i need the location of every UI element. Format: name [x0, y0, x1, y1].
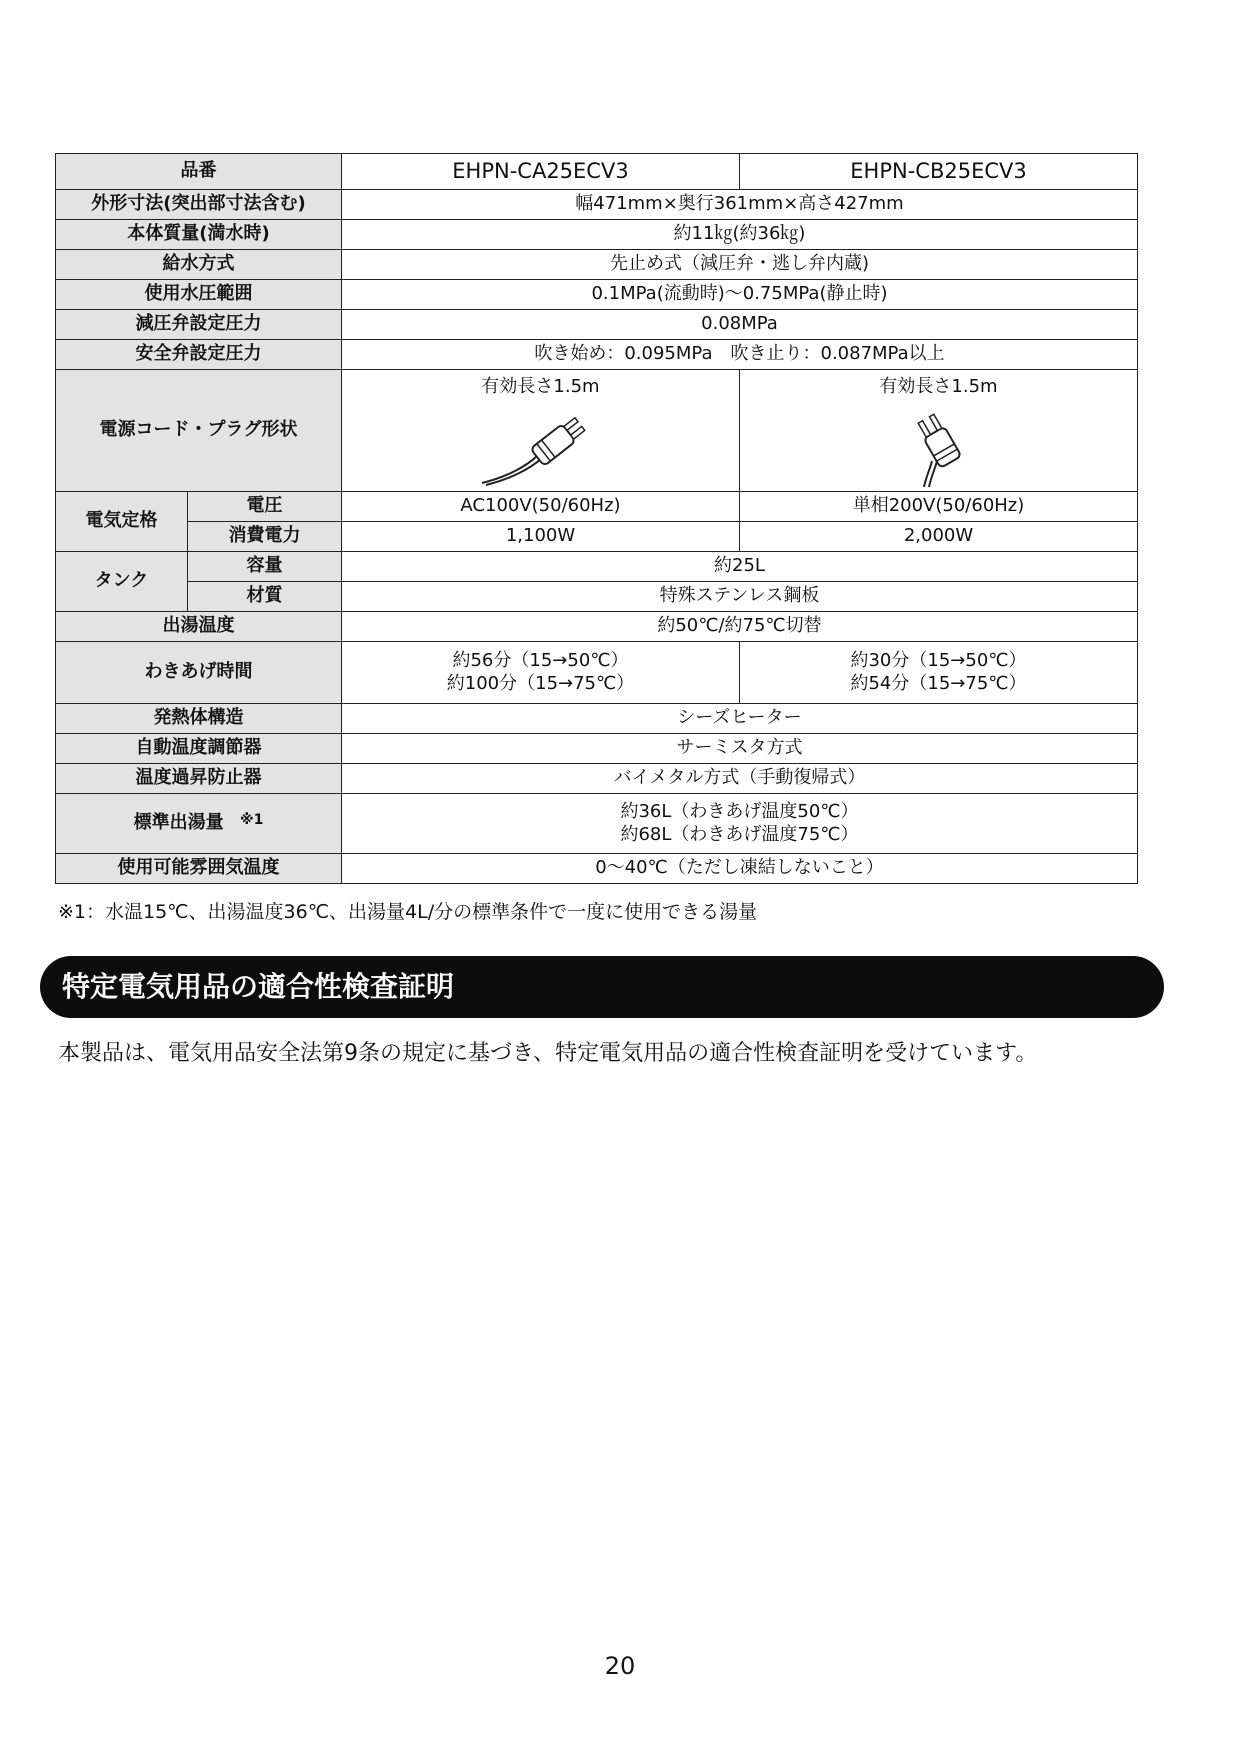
ambient-label: 使用可能雰囲気温度: [56, 854, 342, 884]
thermostat-value: サーミスタ方式: [342, 734, 1138, 764]
electrical-label: 電気定格: [56, 492, 188, 552]
power-label: 消費電力: [188, 522, 342, 552]
standard-output-mark: ※1: [239, 812, 264, 829]
power-a: 1,100W: [342, 522, 740, 552]
footnote: ※1：水温15℃、出湯温度36℃、出湯量4L/分の標準条件で一度に使用できる湯量: [58, 901, 758, 923]
section-body: 本製品は、電気用品安全法第9条の規定に基づき、特定電気用品の適合性検査証明を受けています。: [58, 1041, 1038, 1066]
safety-valve-value: 吹き始め：0.095MPa 吹き止り：0.087MPa以上: [342, 340, 1138, 370]
page-number: 20: [604, 1652, 636, 1680]
safety-valve-label: 安全弁設定圧力: [56, 340, 342, 370]
pressure-range-value: 0.1MPa(流動時)〜0.75MPa(静止時): [342, 280, 1138, 310]
cord-length-b: 有効長さ1.5m: [879, 376, 998, 397]
cord-label: 電源コード・プラグ形状: [56, 370, 342, 492]
overheat-value: バイメタル方式（手動復帰式）: [342, 764, 1138, 794]
spec-table: [55, 153, 1138, 884]
heating-time-a: [342, 642, 740, 704]
capacity-label: 容量: [188, 552, 342, 582]
heating-time-a2: 約100分（15→75℃）: [446, 672, 635, 694]
water-supply-value: 先止め式（減圧弁・逃し弁内蔵): [342, 250, 1138, 280]
power-b: 2,000W: [740, 522, 1138, 552]
heater-label: 発熱体構造: [56, 704, 342, 734]
plug-200v-icon: [874, 403, 1004, 487]
heating-time-b1: 約30分（15→50℃）: [850, 650, 1027, 671]
standard-output-label-cell: [56, 794, 342, 854]
standard-output-value1: 約36L（わきあげ温度50℃）: [620, 801, 859, 822]
heating-time-b2: 約54分（15→75℃）: [850, 672, 1027, 694]
dimensions-value: 幅471mm×奥行361mm×高さ427mm: [342, 190, 1138, 220]
thermostat-label: 自動温度調節器: [56, 734, 342, 764]
mass-label: 本体質量(満水時): [56, 220, 342, 250]
cord-cell-a: [342, 370, 740, 492]
standard-output-label: 標準出湯量: [133, 812, 224, 834]
overheat-label: 温度過昇防止器: [56, 764, 342, 794]
mass-value: 約11㎏(約36㎏): [342, 220, 1138, 250]
capacity-value: 約25L: [342, 552, 1138, 582]
water-supply-label: 給水方式: [56, 250, 342, 280]
standard-output-value: [342, 794, 1138, 854]
heating-time-b: [740, 642, 1138, 704]
pressure-range-label: 使用水圧範囲: [56, 280, 342, 310]
model-label: 品番: [56, 154, 342, 190]
heating-time-label: わきあげ時間: [56, 642, 342, 704]
ambient-value: 0〜40℃（ただし凍結しないこと）: [342, 854, 1138, 884]
reducing-valve-value: 0.08MPa: [342, 310, 1138, 340]
voltage-a: AC100V(50/60Hz): [342, 492, 740, 522]
voltage-label: 電圧: [188, 492, 342, 522]
heater-value: シーズヒーター: [342, 704, 1138, 734]
material-label: 材質: [188, 582, 342, 612]
tank-label: タンク: [56, 552, 188, 612]
heating-time-a1: 約56分（15→50℃）: [452, 650, 629, 671]
model-a: EHPN-CA25ECV3: [342, 154, 740, 190]
plug-100v-icon: [476, 403, 606, 487]
voltage-b: 単相200V(50/60Hz): [740, 492, 1138, 522]
material-value: 特殊ステンレス鋼板: [342, 582, 1138, 612]
cord-cell-b: [740, 370, 1138, 492]
standard-output-value2: 約68L（わきあげ温度75℃）: [620, 823, 859, 845]
section-title: 特定電気用品の適合性検査証明: [40, 956, 1164, 1018]
dimensions-label: 外形寸法(突出部寸法含む): [56, 190, 342, 220]
outlet-temp-value: 約50℃/約75℃切替: [342, 612, 1138, 642]
cord-length-a: 有効長さ1.5m: [481, 376, 600, 397]
reducing-valve-label: 減圧弁設定圧力: [56, 310, 342, 340]
model-b: EHPN-CB25ECV3: [740, 154, 1138, 190]
outlet-temp-label: 出湯温度: [56, 612, 342, 642]
